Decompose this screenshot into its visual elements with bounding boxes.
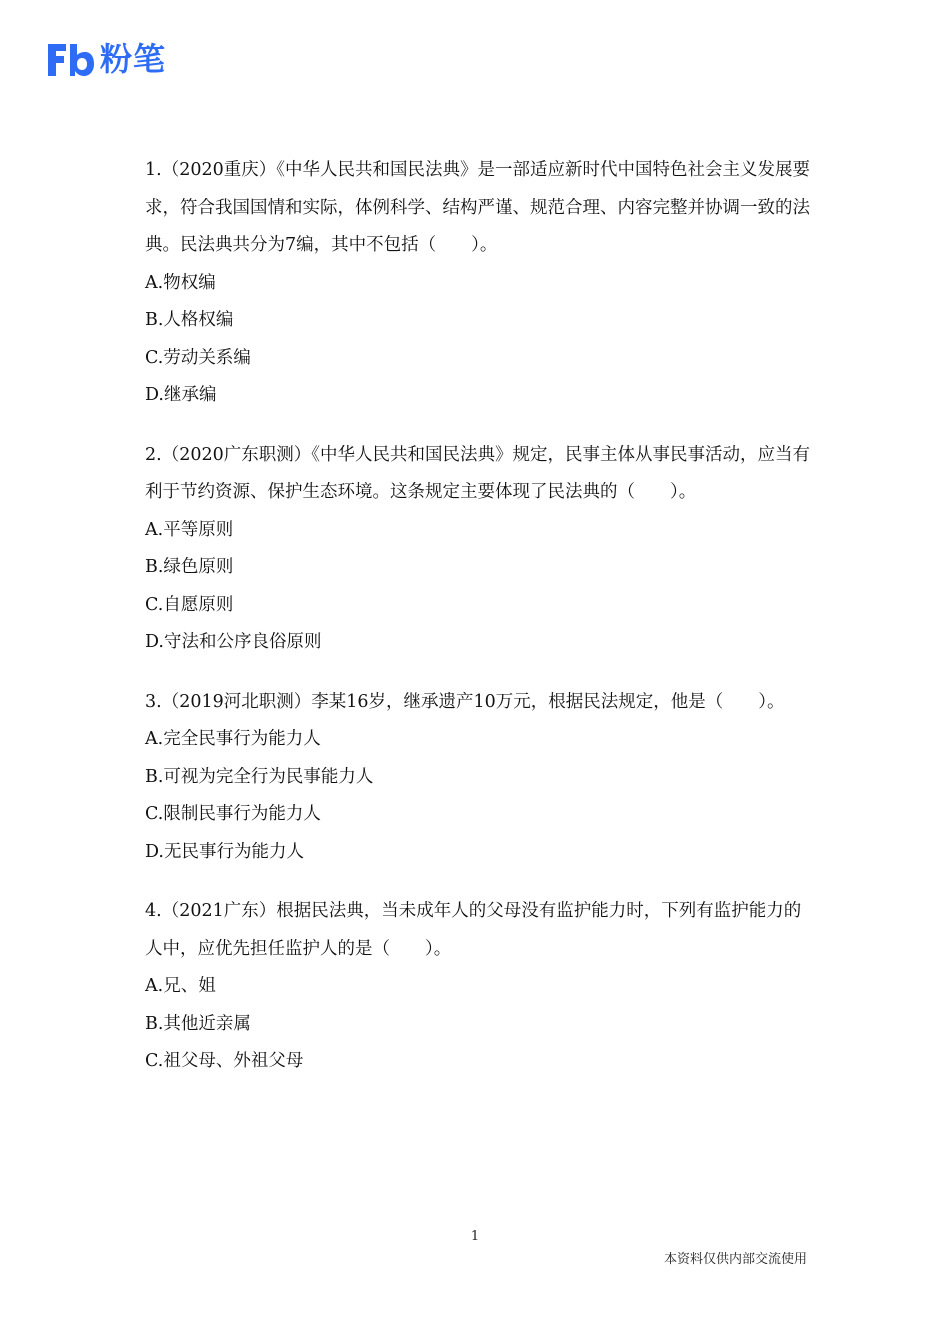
option-list bbox=[145, 721, 810, 871]
option-c: C.祖父母、外祖父母 bbox=[145, 1051, 304, 1071]
fb-logo-icon bbox=[44, 38, 96, 80]
page-number: 1 bbox=[470, 1229, 480, 1244]
option-c: C.自愿原则 bbox=[145, 594, 234, 615]
brand-logo bbox=[44, 38, 166, 80]
option-a: A.完全民事行为能力人 bbox=[145, 729, 321, 749]
footer-note: 本资料仅供内部交流使用 bbox=[663, 1252, 807, 1267]
option-d: D.守法和公序良俗原则 bbox=[145, 632, 322, 652]
option-d: D.继承编 bbox=[145, 385, 217, 405]
option-c: C.限制民事行为能力人 bbox=[145, 804, 321, 824]
question-stem: 2.（2020广东职测）《中华人民共和国民法典》规定，民事主体从事民事活动，应当有利于节约资源、保护生态环境。这条规定主要体现了民法典的（ ）。 bbox=[145, 444, 810, 502]
option-c: C.劳动关系编 bbox=[145, 347, 251, 368]
option-b: B.其他近亲属 bbox=[145, 1013, 251, 1034]
option-b: B.可视为完全行为民事能力人 bbox=[145, 766, 374, 787]
question-stem: 1.（2020重庆）《中华人民共和国民法典》是一部适应新时代中国特色社会主义发展要求，符合我国国情和实际，体例科学、结构严谨、规范合理、内容完整并协调一致的法典。民法典共分为7编，其中不包括（ ）。 bbox=[145, 160, 810, 255]
question-2 bbox=[145, 437, 810, 662]
option-b: B.绿色原则 bbox=[145, 557, 234, 577]
option-list bbox=[145, 512, 810, 662]
question-1 bbox=[145, 152, 810, 415]
question-list bbox=[145, 152, 810, 1103]
logo-text: 粉笔 bbox=[100, 40, 167, 78]
option-b: B.人格权编 bbox=[145, 310, 234, 330]
question-stem: 3.（2019河北职测）李某16岁，继承遗产10万元，根据民法规定，他是（ ）。 bbox=[145, 691, 785, 712]
option-a: A.平等原则 bbox=[145, 519, 234, 540]
option-list bbox=[145, 968, 810, 1081]
option-list bbox=[145, 265, 810, 415]
option-d: D.无民事行为能力人 bbox=[145, 841, 304, 862]
question-4 bbox=[145, 893, 810, 1081]
option-a: A.物权编 bbox=[145, 272, 216, 293]
question-3 bbox=[145, 684, 810, 872]
question-stem: 4.（2021广东）根据民法典，当未成年人的父母没有监护能力时，下列有监护能力的人中，应优先担任监护人的是（ ）。 bbox=[145, 901, 802, 959]
option-a: A.兄、姐 bbox=[145, 976, 216, 996]
